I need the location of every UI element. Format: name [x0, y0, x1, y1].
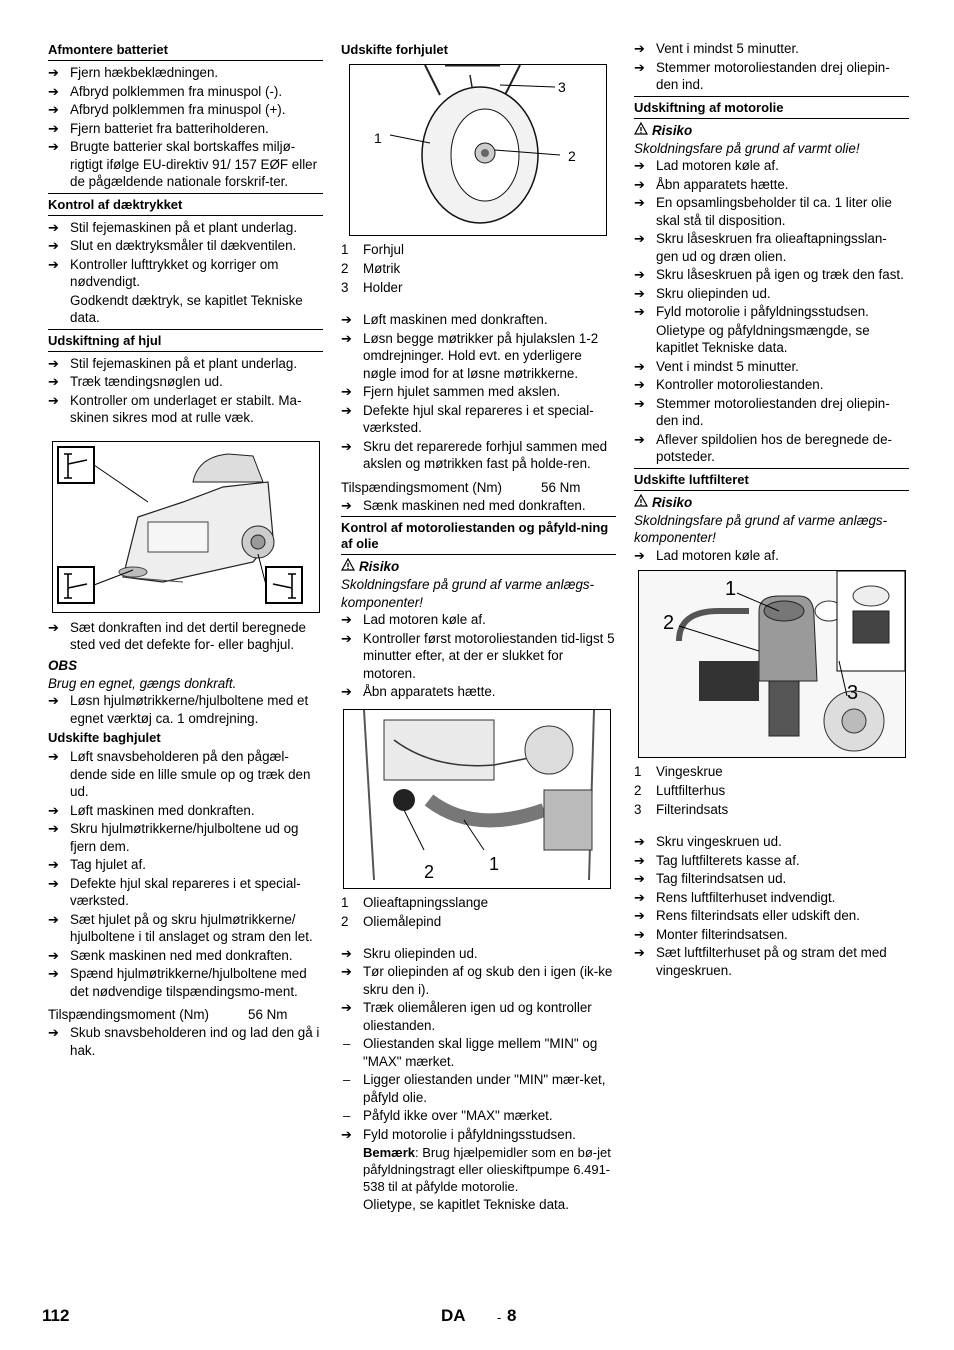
callout-2: 2 — [568, 148, 576, 164]
step: ➔ Fjern batteriet fra batteriholderen. — [48, 120, 323, 138]
callout-3: 3 — [847, 682, 859, 704]
column-2 — [341, 40, 616, 1215]
step: ➔ Vent i mindst 5 minutter. — [634, 358, 909, 376]
heading-wheel-replacement: Udskiftning af hjul — [48, 329, 323, 352]
torque-value: 56 Nm — [541, 479, 581, 495]
dash-item: – Oliestanden skal ligge mellem "MIN" og "MAX" mærket. — [341, 1035, 616, 1070]
step: ➔ Stemmer motoroliestanden drej oliepin-den ind. — [634, 59, 909, 94]
step: ➔ Stil fejemaskinen på et plant underlag. — [48, 219, 323, 237]
step: ➔ Sænk maskinen ned med donkraften. — [48, 947, 323, 965]
torque-row — [48, 1006, 323, 1024]
callout-2: 2 — [424, 861, 435, 882]
page-number: 112 — [42, 1306, 70, 1325]
footer-separator: - — [497, 1310, 502, 1325]
step: ➔ Defekte hjul skal repareres i et special-værksted. — [341, 402, 616, 437]
legend-item: 3 Filterindsats — [634, 802, 729, 817]
risk-label: Risiko — [634, 494, 909, 512]
risk-text: Skoldningsfare på grund af varmt olie! — [634, 140, 860, 156]
step: ➔ Aflever spildolien hos de beregnede de-potsteder. — [634, 431, 909, 466]
callout-1: 1 — [489, 853, 500, 874]
torque-row — [341, 479, 616, 497]
callout-3: 3 — [558, 79, 566, 95]
step: ➔ Skru hjulmøtrikkerne/hjulboltene ud og fjern dem. — [48, 820, 323, 855]
step: ➔ Kontroller motoroliestanden. — [634, 376, 909, 394]
risk-text: Skoldningsfare på grund af varme anlægs-komponenter! — [634, 512, 888, 545]
sweeper-jack-figure — [52, 441, 320, 613]
step: ➔ Fjern hjulet sammen med akslen. — [341, 383, 616, 401]
step: ➔ En opsamlingsbeholder til ca. 1 liter olie skal stå til disposition. — [634, 194, 909, 229]
heading-remove-battery: Afmontere batteriet — [48, 40, 323, 61]
step: ➔ Skru låseskruen fra olieaftapningsslan-gen ud og dræn olien. — [634, 230, 909, 265]
step: ➔ Tag filterindsatsen ud. — [634, 870, 909, 888]
step: ➔ Løft maskinen med donkraften. — [341, 311, 616, 329]
dash-item: – Ligger oliestanden under "MIN" mær-ket, påfyld olie. — [341, 1071, 616, 1106]
step: ➔ Monter filterindsatsen. — [634, 926, 909, 944]
step: ➔ Rens filterindsats eller udskift den. — [634, 907, 909, 925]
step: ➔ Fyld motorolie i påfyldningsstudsen. — [634, 303, 909, 321]
section-page-number: 8 — [507, 1306, 517, 1325]
step: ➔ Fyld motorolie i påfyldningsstudsen. — [341, 1126, 616, 1144]
step: ➔ Kontroller først motoroliestanden tid-ligst 5 minutter efter, at der er slukket for motoren. — [341, 630, 616, 683]
remark-label: Bemærk — [363, 1145, 416, 1160]
air-filter-figure — [638, 570, 906, 758]
dash-item: – Påfyld ikke over "MAX" mærket. — [341, 1107, 616, 1125]
heading-tire-pressure: Kontrol af dæktrykket — [48, 193, 323, 216]
legend-item: 2 Møtrik — [341, 261, 401, 276]
step: ➔ Skru vingeskruen ud. — [634, 833, 909, 851]
step: ➔ Løsn begge møtrikker på hjulakslen 1-2 omdrejninger. Hold evt. en yderligere nøgle imod for at løsne møtrikkerne. — [341, 330, 616, 383]
step: ➔ Tør oliepinden af og skub den i igen (ik-ke skru den i). — [341, 963, 616, 998]
step: ➔ Kontroller om underlaget er stabilt. Ma-skinen sikres mod at rulle væk. — [48, 392, 323, 427]
obs-label: OBS — [48, 657, 78, 673]
language-code: DA — [441, 1306, 466, 1325]
step: ➔ Sæt hjulet på og skru hjulmøtrikkerne/ hjulboltene i til anslaget og stram den let. — [48, 911, 323, 946]
note: Olietype, se kapitlet Tekniske data. — [363, 1197, 569, 1212]
step: ➔ Skub snavsbeholderen ind og lad den gå i hak. — [48, 1024, 323, 1059]
step: ➔ Stil fejemaskinen på et plant underlag. — [48, 355, 323, 373]
legend-item: 3 Holder — [341, 280, 403, 295]
step: ➔ Skru oliepinden ud. — [634, 285, 909, 303]
torque-label: Tilspændingsmoment (Nm) — [341, 479, 502, 495]
column-3 — [634, 40, 909, 980]
step: ➔ Fjern hækbeklædningen. — [48, 64, 323, 82]
heading-rear-wheel: Udskifte baghjulet — [48, 730, 161, 745]
step: ➔ Lad motoren køle af. — [634, 547, 909, 565]
oil-dipstick-figure — [343, 709, 611, 889]
step: ➔ Løsn hjulmøtrikkerne/hjulboltene med et egnet værktøj ca. 1 omdrejning. — [48, 692, 323, 727]
note: Olietype og påfyldningsmængde, se kapitlet Tekniske data. — [656, 322, 870, 355]
step: ➔ Sæt donkraften ind det dertil beregnede sted ved det defekte for- eller baghjul. — [48, 619, 323, 654]
step: ➔ Lad motoren køle af. — [634, 157, 909, 175]
heading-oil-level: Kontrol af motoroliestanden og påfyld-ning af olie — [341, 516, 616, 555]
warning-icon — [634, 494, 648, 512]
step: ➔ Løft maskinen med donkraften. — [48, 802, 323, 820]
remark — [341, 1144, 616, 1195]
heading-oil-change: Udskiftning af motorolie — [634, 96, 909, 119]
heading-air-filter: Udskifte luftfilteret — [634, 468, 909, 491]
callout-2: 2 — [663, 612, 675, 634]
step: ➔ Afbryd polklemmen fra minuspol (-). — [48, 83, 323, 101]
step: ➔ Stemmer motoroliestanden drej oliepin-den ind. — [634, 395, 909, 430]
risk-label: Risiko — [634, 122, 909, 140]
risk-label: Risiko — [341, 558, 616, 576]
step: ➔ Afbryd polklemmen fra minuspol (+). — [48, 101, 323, 119]
warning-icon — [634, 122, 648, 140]
step: ➔ Sæt luftfilterhuset på og stram det med vingeskruen. — [634, 944, 909, 979]
step: ➔ Skru låseskruen på igen og træk den fast. — [634, 266, 909, 284]
remark-text: : Brug hjælpemidler som en bø-jet påfyldningstragt eller olieskiftpumpe 6.491-538 til at påfylde motorolie. — [363, 1145, 611, 1194]
legend-item: 2 Luftfilterhus — [634, 783, 726, 798]
step: ➔ Rens luftfilterhuset indvendigt. — [634, 889, 909, 907]
callout-1: 1 — [725, 578, 737, 600]
step: ➔ Træk tændingsnøglen ud. — [48, 373, 323, 391]
torque-label: Tilspændingsmoment (Nm) — [48, 1007, 209, 1022]
step: ➔ Brugte batterier skal bortskaffes miljø-rigtigt ifølge EU-direktiv 91/ 157 EØF eller de pågældende nationale forskrif-ter. — [48, 138, 323, 191]
front-wheel-figure — [349, 64, 607, 236]
callout-1: 1 — [374, 130, 382, 146]
heading-front-wheel: Udskifte forhjulet — [341, 42, 448, 57]
step: ➔ Tag hjulet af. — [48, 856, 323, 874]
warning-icon — [341, 558, 355, 576]
risk-text: Skoldningsfare på grund af varme anlægs-komponenter! — [341, 577, 595, 610]
legend-item: 2 Oliemålepind — [341, 913, 442, 929]
step: ➔ Tag luftfilterets kasse af. — [634, 852, 909, 870]
legend-item: 1 Olieaftapningsslange — [341, 894, 489, 910]
step: ➔ Kontroller lufttrykket og korriger om nødvendigt. — [48, 256, 323, 291]
step: ➔ Løft snavsbeholderen på den pågæl-dende side en lille smule op og træk den ud. — [48, 748, 323, 801]
step: ➔ Åbn apparatets hætte. — [341, 683, 616, 701]
step: ➔ Lad motoren køle af. — [341, 611, 616, 629]
legend-item: 1 Vingeskrue — [634, 764, 723, 779]
column-1 — [48, 40, 323, 1060]
step: ➔ Vent i mindst 5 minutter. — [634, 40, 909, 58]
torque-value: 56 Nm — [248, 1007, 288, 1022]
step: ➔ Defekte hjul skal repareres i et special-værksted. — [48, 875, 323, 910]
step: ➔ Slut en dæktryksmåler til dækventilen. — [48, 237, 323, 255]
legend-item: 1 Forhjul — [341, 242, 404, 257]
step: ➔ Åbn apparatets hætte. — [634, 176, 909, 194]
step: ➔ Skru oliepinden ud. — [341, 945, 616, 963]
step: ➔ Sænk maskinen ned med donkraften. — [341, 497, 616, 515]
obs-text: Brug en egnet, gængs donkraft. — [48, 675, 237, 691]
step: ➔ Skru det reparerede forhjul sammen med akslen og møtrikken fast på holde-ren. — [341, 438, 616, 473]
step: ➔ Spænd hjulmøtrikkerne/hjulboltene med det nødvendige tilspændingsmo-ment. — [48, 965, 323, 1000]
step: ➔ Træk oliemåleren igen ud og kontroller oliestanden. — [341, 999, 616, 1034]
note: Godkendt dæktryk, se kapitlet Tekniske data. — [70, 292, 303, 325]
